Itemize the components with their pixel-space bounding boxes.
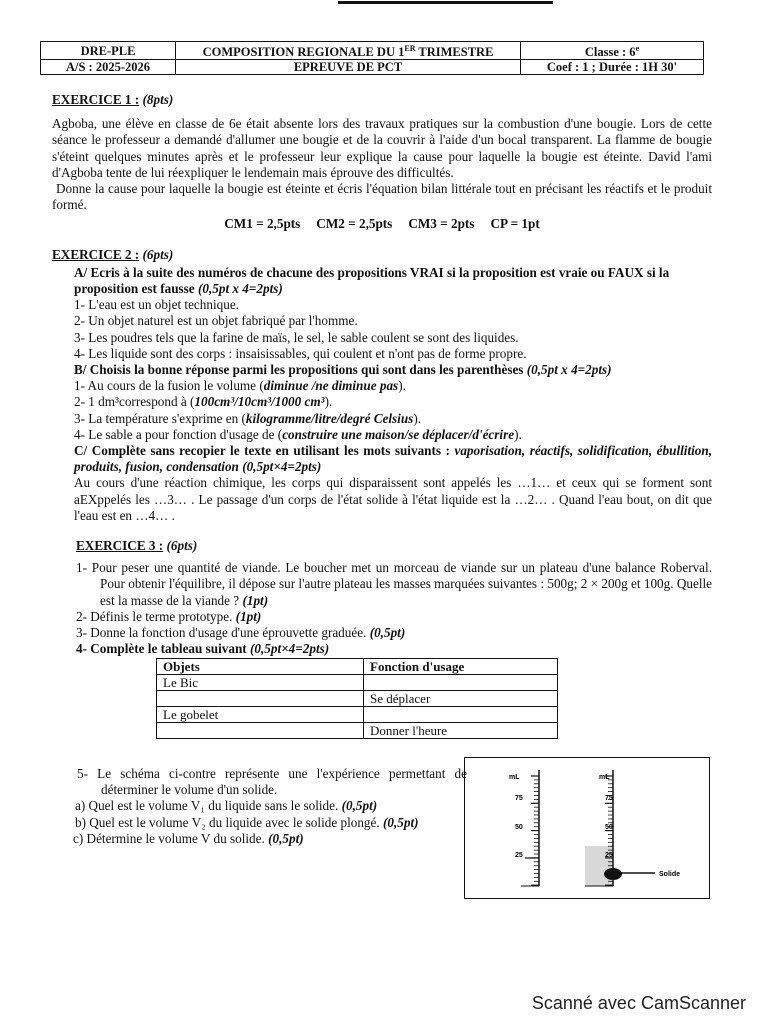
usage-table (156, 658, 558, 739)
table-header-row (157, 658, 558, 674)
cylinder-with-solid (585, 770, 680, 886)
cylinders-diagram (465, 758, 709, 898)
ex3-q5b: b) Quel est le volume V₂ du liquide avec le solide plongé. (0,5pt) (75, 814, 419, 830)
ex2-title: EXERCICE 2 : (6pts) (52, 246, 174, 262)
table-header: Objets (157, 658, 364, 674)
region: DRE-PLE (41, 42, 176, 60)
table-cell (157, 690, 364, 706)
table-row (157, 690, 558, 706)
table-cell: Donner l'heure (364, 722, 558, 738)
solid-object (604, 868, 622, 880)
ex3-title: EXERCICE 3 : (6pts) (76, 538, 198, 554)
table-row (157, 706, 558, 722)
ex3-q5-intro: 5- Le schéma ci-contre représente une l'expérience permettant de déterminer le volume d'un solide. (77, 766, 467, 798)
table-cell: Se déplacer (364, 690, 558, 706)
ex1-question: Donne la cause pour laquelle la bougie est éteinte et écris l'équation bilan littérale tout en précisant les réactifs et le produit formé. (52, 181, 712, 213)
table-cell (157, 722, 364, 738)
graduated-cylinders-figure (464, 757, 710, 899)
ex2-a-item-4: 4- Les liquide sont des corps : insaisissables, qui coulent et n'ont pas de forme propre. (74, 345, 527, 361)
ex3-content (52, 560, 712, 738)
tick-label: 75 (605, 795, 613, 802)
exam-title: COMPOSITION REGIONALE DU 1ER TRIMESTRE (176, 42, 521, 60)
ex2-b-item-3: 3- La température s'exprime en (kilogramme/litre/degré Celsius). (74, 410, 422, 426)
ex2-partC-text: Au cours d'une réaction chimique, les corps qui disparaissent sont appelés les …1… et ceux qui se forment sont aEXppelés les …3… . Le passage d'un corps de l'état solide à l'état liquide est la …2… . Quand l'eau bout, on dit que l'eau est en …4… . (74, 475, 712, 523)
ex2-b-item-2: 2- 1 dm³correspond à (100cm³/10cm³/1000 cm³). (74, 394, 333, 410)
scanner-watermark: Scanné avec CamScanner (531, 993, 746, 1013)
tick-label: 75 (515, 795, 523, 802)
tick-label: 25 (515, 852, 523, 859)
tick-label: 25 (605, 852, 613, 859)
coef-duration: Coef : 1 ; Durée : 1H 30' (521, 60, 704, 75)
ex3-q1: 1- Pour peser une quantité de viande. Le boucher met un morceau de viande sur un plateau d'une balance Roberval. Pour obtenir l'équilibre, il dépose sur l'autre plateau les masses marquées suivantes : 500g; 2 × 200g et 100g. Quelle est la masse de la viande ? (1pt) (76, 560, 712, 608)
unit-label: mL (599, 774, 610, 781)
table-cell: Le gobelet (157, 706, 364, 722)
ex1-scores: CM1 = 2,5pts CM2 = 2,5pts CM3 = 2pts CP = 1pt (224, 216, 540, 232)
tick-label: 50 (515, 824, 523, 831)
table-row (157, 722, 558, 738)
table-cell (364, 706, 558, 722)
ex2-partC-instr: C/ Complète sans recopier le texte en utilisant les mots suivants : vaporisation, réactifs, solidification, ébullition, produits, fusion, condensation (0,5pt×4=2pts) (74, 443, 713, 475)
ex2-a-item-2: 2- Un objet naturel est un objet fabriqué par l'homme. (74, 313, 358, 329)
table-cell (364, 674, 558, 690)
top-rule (338, 1, 553, 4)
school-year: A/S : 2025-2026 (41, 60, 176, 75)
ex3-q4: 4- Complète le tableau suivant (0,5pt×4=2pts) (76, 641, 330, 657)
ex3-q5 (73, 766, 467, 847)
ex2-content (52, 265, 712, 524)
ex2-partA-instr: A/ Ecris à la suite des numéros de chacune des propositions VRAI si la proposition est vraie ou FAUX si la proposition est fausse (0,5pt x 4=2pts) (74, 264, 670, 297)
ex2-a-item-3: 3- Les poudres tels que la farine de maïs, le sel, le sable coulent se sont des liquides. (74, 329, 519, 345)
table-header: Fonction d'usage (364, 658, 558, 674)
class-level: Classe : 6e (521, 42, 704, 60)
ex2-b-item-4: 4- Le sable a pour fonction d'usage de (construire une maison/se déplacer/d'écrire). (74, 426, 522, 442)
tick-label: 50 (605, 824, 613, 831)
ex1-context: Agboba, une élève en classe de 6e était absente lors des travaux pratiques sur la combustion d'une bougie. Lors de cette séance le professeur a demandé d'allumer une bougie et de la couvrir à l'aide d'un bocal transparent. La flamme de bougie s'éteint quelques minutes après et le professeur leur explique la cause pour laquelle la bougie est éteinte. David l'ami d'Agboba tente de lui réexpliquer le lendemain mais éprouve des difficultés. (52, 116, 712, 180)
ex3-q5a: a) Quel est le volume V₁ du liquide sans le solide. (0,5pt) (75, 798, 378, 814)
table-cell: Le Bic (157, 674, 364, 690)
ex1-title: EXERCICE 1 : (8pts) (52, 92, 174, 107)
ex3-q5c: c) Détermine le volume V du solide. (0,5pt) (73, 830, 304, 846)
table-row (157, 674, 558, 690)
ex2-a-item-1: 1- L'eau est un objet technique. (74, 297, 239, 313)
exam-header (40, 41, 704, 75)
solid-label: Solide (659, 871, 681, 878)
cylinder-without-solid (509, 770, 539, 886)
ex2-b-item-1: 1- Au cours de la fusion le volume (diminue /ne diminue pas). (74, 378, 406, 394)
ex3-q3: 3- Donne la fonction d'usage d'une éprouvette graduée. (0,5pt) (76, 625, 406, 641)
exam-subject: EPREUVE DE PCT (176, 60, 521, 75)
ex2-partB-instr: B/ Choisis la bonne réponse parmi les propositions qui sont dans les parenthèses (0,5pt x 4=2pts) (74, 362, 612, 378)
ex3-q2: 2- Définis le terme prototype. (1pt) (76, 608, 262, 624)
unit-label: mL (509, 774, 520, 781)
exam-body (52, 92, 712, 739)
